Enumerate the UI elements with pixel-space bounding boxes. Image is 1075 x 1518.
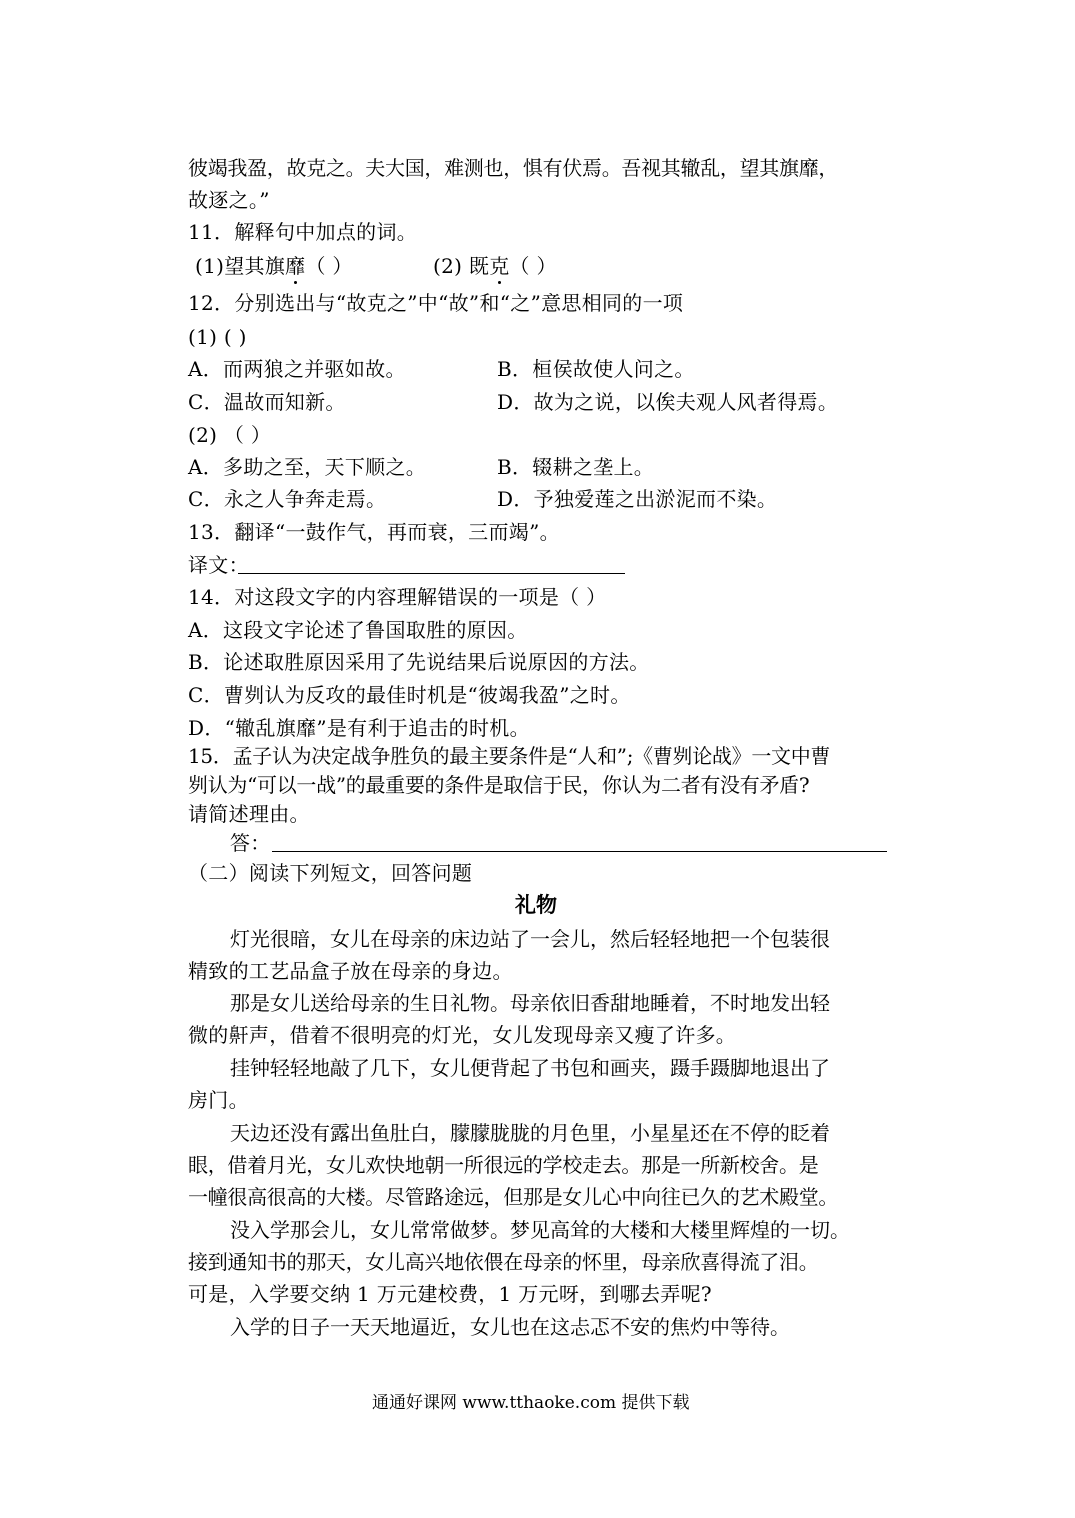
question-12-option: A．而两狼之并驱如故。 [188,357,406,381]
story-title: 礼物 [515,892,557,917]
question-12-option: B．桓侯故使人问之。 [497,357,695,381]
question-12-part-1: (1) ( ) [188,325,247,349]
answer-line[interactable] [238,573,625,574]
question-12-part-2: (2) （ ） [188,423,272,447]
story-line: 接到通知书的那天，女儿高兴地依偎在母亲的怀里，母亲欣喜得流了泪。 [188,1250,819,1274]
story-line: 没入学那会儿，女儿常常做梦。梦见高耸的大楼和大楼里辉煌的一切。 [230,1218,850,1242]
story-line: 房门。 [188,1088,249,1112]
question-12-option: B．辍耕之垄上。 [497,455,655,479]
story-line: 入学的日子一天天地逼近，女儿也在这忐忑不安的焦灼中等待。 [230,1315,790,1339]
question-12-option: C．永之人争奔走焉。 [188,487,387,511]
story-line: 天边还没有露出鱼肚白，朦朦胧胧的月色里，小星星还在不停的眨着 [230,1121,830,1145]
question-14-option: D．“辙乱旗靡”是有利于追击的时机。 [188,716,530,740]
question-12-option: C．温故而知新。 [188,390,346,414]
story-line: 那是女儿送给母亲的生日礼物。母亲依旧香甜地睡着，不时地发出轻 [230,991,830,1015]
question-14-option: C．曹刿认为反攻的最佳时机是“彼竭我盈”之时。 [188,683,631,707]
question-11-item-2: (2) 既克（ ） [433,254,557,278]
dotted-word: 克 [489,254,510,278]
story-line: 眼，借着月光，女儿欢快地朝一所很远的学校走去。那是一所新校舍。是 [188,1153,819,1177]
question-15-stem: 15．孟子认为决定战争胜负的最主要条件是“人和”;《曹刿论战》一文中曹 [188,744,831,768]
question-12-stem: 12．分别选出与“故克之”中“故”和“之”意思相同的一项 [188,291,684,315]
question-12-option: D．予独爱莲之出淤泥而不染。 [497,487,778,511]
question-13-stem: 13．翻译“一鼓作气，再而衰，三而竭”。 [188,520,560,544]
story-line: 灯光很暗，女儿在母亲的床边站了一会儿，然后轻轻地把一个包装很 [230,927,830,951]
question-15-stem: 刿认为“可以一战”的最重要的条件是取信于民，你认为二者有没有矛盾? [188,773,810,797]
question-15-stem: 请简述理由。 [188,802,310,826]
dotted-word: 靡 [285,254,306,278]
question-14-stem: 14．对这段文字的内容理解错误的一项是（ ） [188,585,607,609]
story-line: 一幢很高很高的大楼。尽管路途远，但那是女儿心中向往已久的艺术殿堂。 [188,1185,839,1209]
footer-text: 通通好课网 www.tthaoke.com 提供下载 [372,1393,690,1413]
section-heading: （二）阅读下列短文，回答问题 [188,861,473,885]
story-line: 微的鼾声，借着不很明亮的灯光，女儿发现母亲又瘦了许多。 [188,1023,737,1047]
question-12-option: A．多助之至，天下顺之。 [188,455,427,479]
question-11-stem: 11．解释句中加点的词。 [188,220,418,244]
question-12-option: D．故为之说，以俟夫观人风者得焉。 [497,390,839,414]
passage-line: 故逐之。” [188,188,270,212]
answer-label: 答： [230,831,271,855]
question-14-option: A．这段文字论述了鲁国取胜的原因。 [188,618,528,642]
story-line: 挂钟轻轻地敲了几下，女儿便背起了书包和画夹，蹑手蹑脚地退出了 [230,1056,830,1080]
answer-label: 译文： [188,553,249,577]
story-line: 可是，入学要交纳 1 万元建校费，1 万元呀，到哪去弄呢? [188,1282,712,1306]
passage-line: 彼竭我盈，故克之。夫大国，难测也，惧有伏焉。吾视其辙乱，望其旗靡， [188,156,839,180]
question-14-option: B．论述取胜原因采用了先说结果后说原因的方法。 [188,650,650,674]
answer-line[interactable] [272,851,887,852]
story-line: 精致的工艺品盒子放在母亲的身边。 [188,959,513,983]
question-11-item-1: (1)望其旗靡（ ） [195,254,353,278]
